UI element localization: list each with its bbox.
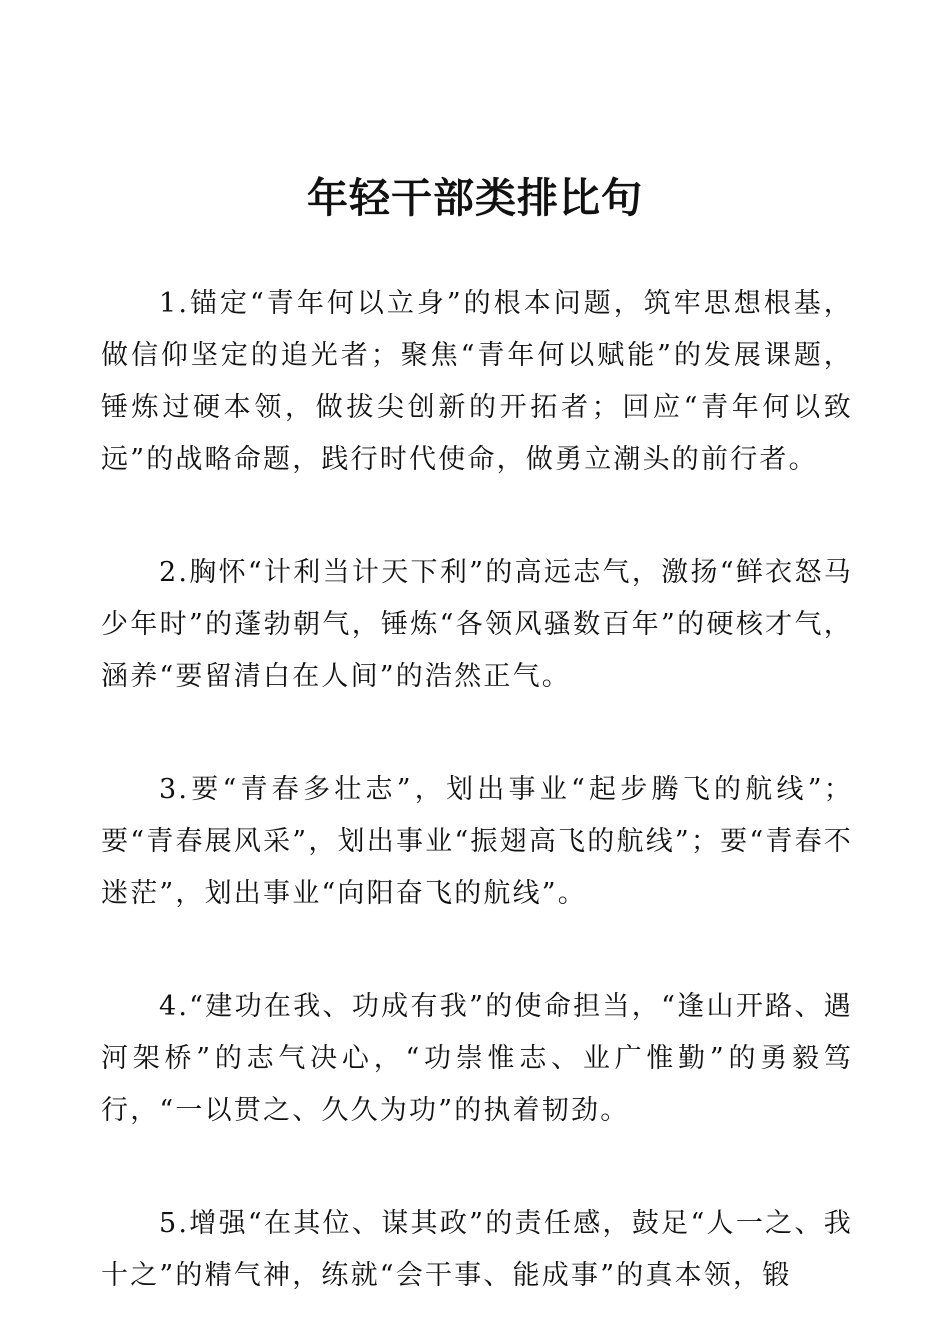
document-body <box>101 278 853 1344</box>
paragraph-4: 4.“建功在我、功成有我”的使命担当，“逢山开路、遇河架桥”的志气决心，“功崇惟志、业广惟勤”的勇毅笃行，“一以贯之、久久为功”的执着韧劲。 <box>101 991 853 1126</box>
document-title: 年轻干部类排比句 <box>307 174 643 222</box>
paragraph-1: 1.锚定“青年何以立身”的根本问题，筑牢思想根基，做信仰坚定的追光者；聚焦“青年何以赋能”的发展课题，锤炼过硬本领，做拔尖创新的开拓者；回应“青年何以致远”的战略命题，践行时代使命，做勇立潮头的前行者。 <box>101 288 853 475</box>
paragraph-3: 3.要“青春多壮志”，划出事业“起步腾飞的航线”；要“青春展风采”，划出事业“振翅高飞的航线”；要“青春不迷茫”，划出事业“向阳奋飞的航线”。 <box>101 774 853 909</box>
paragraph-2: 2.胸怀“计利当计天下利”的高远志气，激扬“鲜衣怒马少年时”的蓬勃朝气，锤炼“各领风骚数百年”的硬核才气，涵养“要留清白在人间”的浩然正气。 <box>101 557 853 692</box>
paragraph-5: 5.增强“在其位、谋其政”的责任感，鼓足“人一之、我十之”的精气神，练就“会干事、能成事”的真本领，锻 <box>101 1208 853 1291</box>
